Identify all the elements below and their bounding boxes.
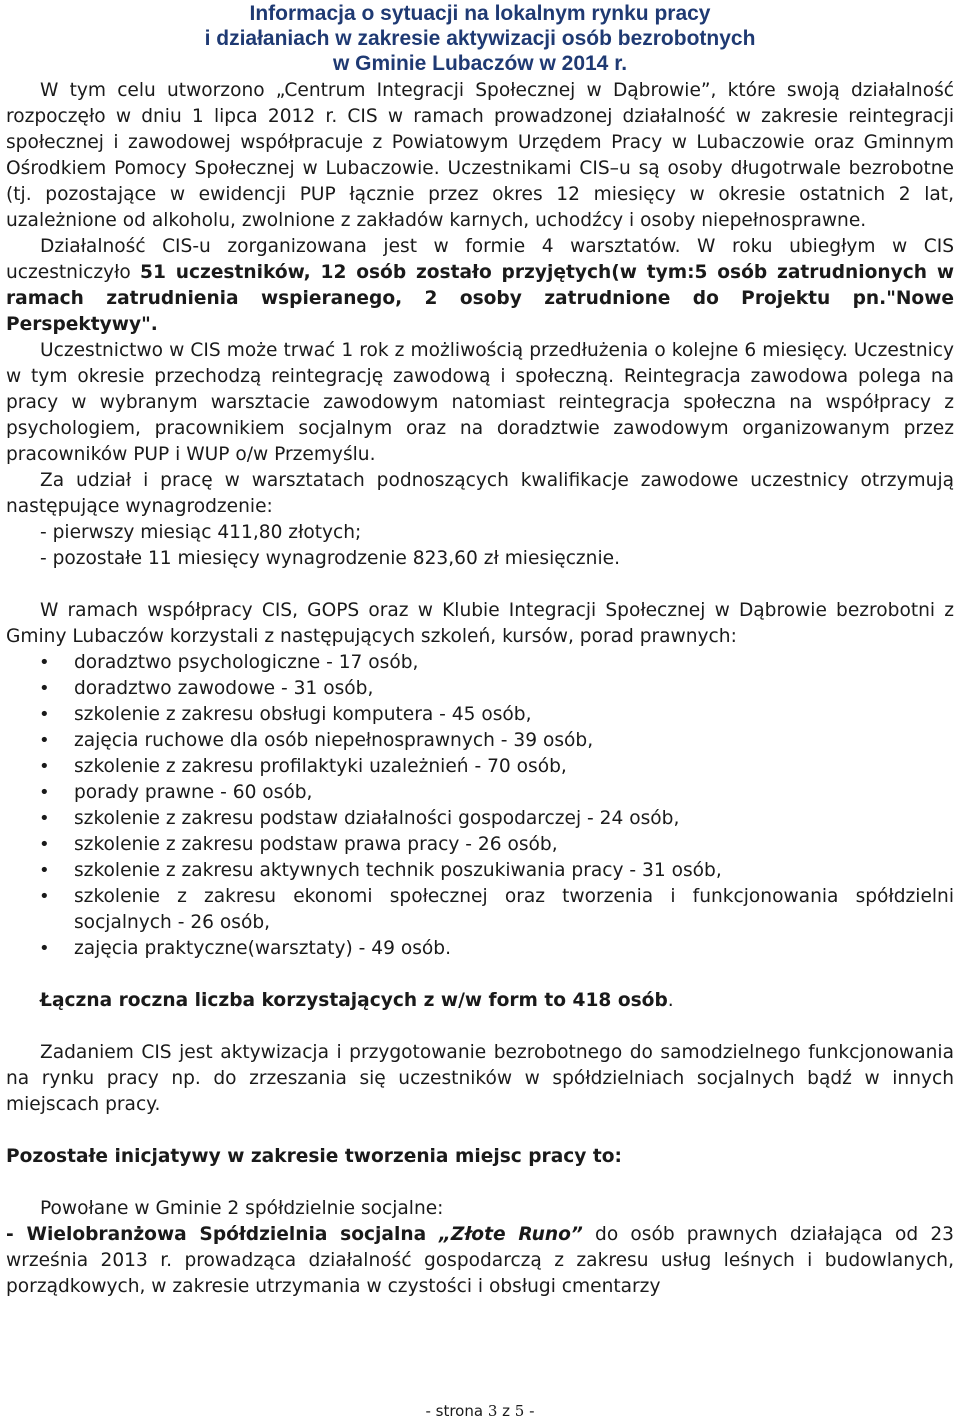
paragraph-cooperative-zlote-runo bbox=[6, 1222, 954, 1300]
list-item: • szkolenie z zakresu podstaw prawa pracy - 26 osób, bbox=[74, 832, 954, 858]
remuneration-item: - pierwszy miesiąc 411,80 złotych; bbox=[40, 522, 362, 543]
page-footer bbox=[0, 1401, 960, 1421]
footer-suffix: - bbox=[524, 1402, 535, 1420]
list-item: • szkolenie z zakresu obsługi komputera - 45 osób, bbox=[74, 702, 954, 728]
list-item: • doradztwo zawodowe - 31 osób, bbox=[74, 676, 954, 702]
list-item: • szkolenie z zakresu aktywnych technik poszukiwania pracy - 31 osób, bbox=[74, 858, 954, 884]
total-participants-bold: Łączna roczna liczba korzystających z w/w form to 418 osób bbox=[40, 990, 668, 1011]
cooperative-description: do osób prawnych działająca od 23 września 2013 r. prowadząca działalność gospodarczą z zakresu usług leśnych i budowlanych, porządkowych, w zakresie utrzymania w czystości i obsługi cmentarzy bbox=[6, 1224, 954, 1297]
cooperative-label: - Wielobranżowa Spółdzielnia socjalna bbox=[6, 1224, 439, 1245]
list-item: • szkolenie z zakresu podstaw działalności gospodarczej - 24 osób, bbox=[74, 806, 954, 832]
section-heading-other-initiatives: Pozostałe inicjatywy w zakresie tworzenia miejsc pracy to: bbox=[6, 1146, 622, 1167]
list-item: • szkolenie z zakresu profilaktyki uzależnień - 70 osób, bbox=[74, 754, 954, 780]
list-item: • zajęcia praktyczne(warsztaty) - 49 osób. bbox=[74, 936, 954, 962]
page-number: 3 bbox=[487, 1402, 498, 1420]
list-item: • szkolenie z zakresu ekonomi społecznej oraz tworzenia i funkcjonowania spółdzielni socjalnych - 26 osób, bbox=[74, 884, 954, 936]
header-line-1: Informacja o sytuacji na lokalnym rynku pracy bbox=[249, 2, 711, 25]
list-item: • porady prawne - 60 osób, bbox=[74, 780, 954, 806]
paragraph-total-participants bbox=[6, 988, 954, 1014]
header-line-2: i działaniach w zakresie aktywizacji osób bezrobotnych bbox=[204, 27, 756, 50]
header-line-3: w Gminie Lubaczów w 2014 r. bbox=[332, 52, 628, 75]
remuneration-item: - pozostałe 11 miesięcy wynagrodzenie 823,60 zł miesięcznie. bbox=[40, 548, 620, 569]
trainings-list bbox=[6, 650, 954, 962]
document-body bbox=[6, 78, 954, 1300]
total-participants-period: . bbox=[667, 990, 674, 1011]
paragraph-remuneration: Za udział i pracę w warsztatach podnoszących kwalifikacje zawodowe uczestnicy otrzymują następujące wynagrodzenie: bbox=[6, 470, 954, 517]
paragraph-cis-intro: W tym celu utworzono „Centrum Integracji Społecznej w Dąbrowie”, które swoją działalność rozpoczęło w dniu 1 lipca 2012 r. CIS w ramach prowadzonej działalność w zakresie reintegracji społecznej i zawodowej współpracuje z Powiatowym Urzędem Pracy w Lubaczowie oraz Gminnym Ośrodkiem Pomocy Społecznej w Lubaczowie. Uczestnikami CIS–u są osoby długotrwale bezrobotne (tj. pozostające w ewidencji PUP łącznie przez okres 12 miesięcy w okresie ostatnich 2 lat, uzależnione od alkoholu, zwolnione z zakładów karnych, uchodźcy i osoby niepełnosprawne. bbox=[6, 80, 954, 231]
document-header bbox=[0, 0, 960, 76]
paragraph-cis-participation: Uczestnictwo w CIS może trwać 1 rok z możliwością przedłużenia o kolejne 6 miesięcy. Uczestnicy w tym okresie przechodzą reintegrację zawodową i społeczną. Reintegracja zawodowa polega na pracy w wybranym warsztacie zawodowym natomiast reintegracja społeczna na współpracy z psychologiem, pracownikiem socjalnym oraz na doradztwie zawodowym organizowanym przez pracowników PUP i WUP o/w Przemyślu. bbox=[6, 340, 954, 465]
paragraph-trainings-intro: W ramach współpracy CIS, GOPS oraz w Klubie Integracji Społecznej w Dąbrowie bezrobotni z Gminy Lubaczów korzystali z następujących szkoleń, kursów, porad prawnych: bbox=[6, 600, 954, 647]
list-item: • zajęcia ruchowe dla osób niepełnosprawnych - 39 osób, bbox=[74, 728, 954, 754]
workshops-text: Działalność CIS-u zorganizowana jest w formie 4 warsztatów. W roku ubiegłym w CIS uczestniczyło bbox=[6, 236, 954, 283]
cooperative-name: „Złote Runo” bbox=[438, 1224, 583, 1245]
workshops-participants-bold: 51 uczestników, 12 osób zostało przyjętych(w tym:5 osób zatrudnionych w ramach zatrudnienia wspieranego, 2 osoby zatrudnione do Projektu pn."Nowe Perspektywy". bbox=[6, 262, 954, 335]
page-total: 5 bbox=[514, 1402, 525, 1420]
footer-prefix: - strona bbox=[425, 1402, 488, 1420]
paragraph-cis-goal: Zadaniem CIS jest aktywizacja i przygotowanie bezrobotnego do samodzielnego funkcjonowania na rynku pracy np. do zrzeszania się uczestników w spółdzielniach socjalnych bądź w innych miejscach pracy. bbox=[6, 1042, 954, 1115]
footer-middle: z bbox=[497, 1402, 515, 1420]
paragraph-cis-workshops bbox=[6, 234, 954, 338]
list-item: • doradztwo psychologiczne - 17 osób, bbox=[74, 650, 954, 676]
paragraph-cooperatives-intro: Powołane w Gminie 2 spółdzielnie socjalne: bbox=[40, 1198, 444, 1219]
